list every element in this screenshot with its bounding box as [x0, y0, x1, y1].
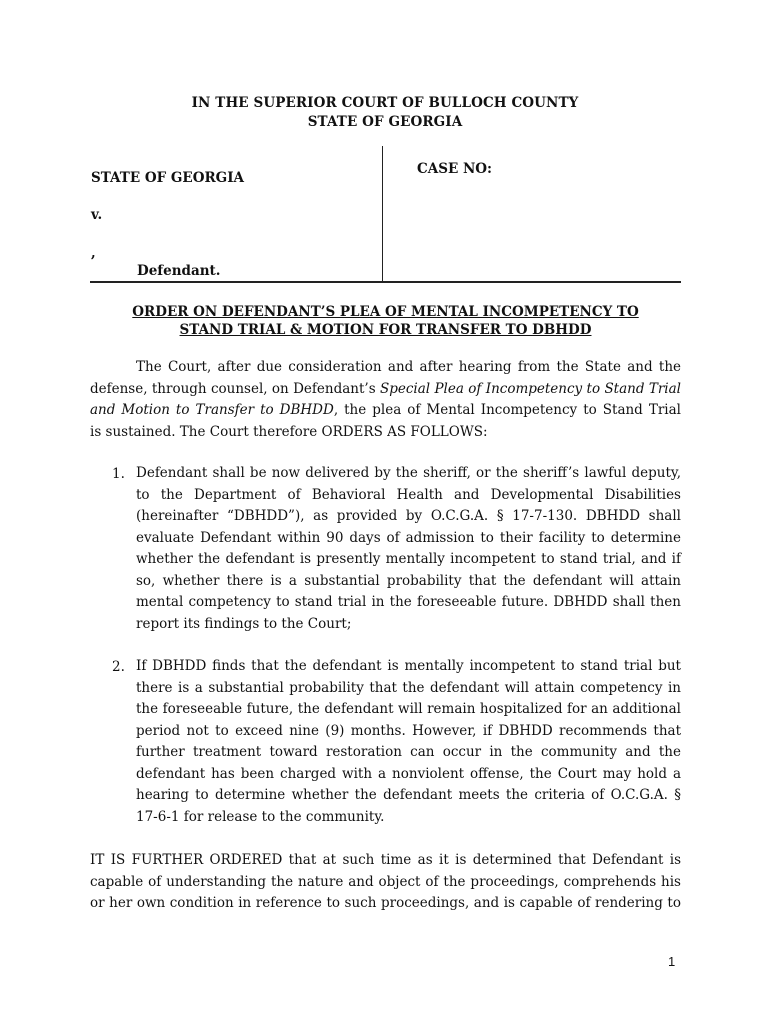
court-state: STATE OF GEORGIA — [307, 114, 463, 130]
defendant-label: Defendant. — [137, 263, 221, 279]
caption-horizontal-divider — [90, 281, 681, 283]
motion-title-italic: and Motion to Transfer to DBHDD — [90, 402, 334, 418]
item-1-line: whether the defendant is presently mentally incompetent to stand trial, and if — [136, 551, 681, 567]
item-2-line: the foreseeable future, the defendant will remain hospitalized for an additional — [136, 701, 681, 717]
item-1-line: (hereinafter “DBHDD”), as provided by O.C.G.A. § 17-7-130. DBHDD shall — [136, 508, 681, 524]
court-name: IN THE SUPERIOR COURT OF BULLOCH COUNTY — [191, 95, 579, 111]
item-1-line: Defendant shall be now delivered by the sheriff, or the sheriff’s lawful deputy, — [136, 465, 681, 481]
item-1-line: to the Department of Behavioral Health and Developmental Disabilities — [136, 486, 681, 503]
item-2-line: 17-6-1 for release to the community. — [136, 808, 385, 825]
intro-line-1: The Court, after due consideration and after hearing from the State and the — [136, 359, 681, 375]
item-1-line: so, whether there is a substantial probability that the defendant will attain — [136, 572, 681, 589]
caption-vertical-divider — [382, 146, 383, 281]
case-number-label: CASE NO: — [417, 161, 493, 177]
item-1-line: report its findings to the Court; — [136, 615, 352, 632]
intro-line-4: is sustained. The Court therefore ORDERS AS FOLLOWS: — [90, 423, 488, 440]
intro-line-3-text: , the plea of Mental Incompetency to Stand Trial — [333, 402, 681, 418]
item-2-line: If DBHDD finds that the defendant is mentally incompetent to stand trial but — [136, 658, 681, 674]
intro-line-2-text: defense, through counsel, on Defendant’s — [90, 380, 380, 397]
item-1-line: evaluate Defendant within 90 days of admission to their facility to determine — [136, 529, 681, 546]
intro-line-2 — [90, 379, 681, 401]
further-ordered-paragraph — [90, 850, 681, 915]
item-2-line: hearing to determine whether the defendant meets the criteria of O.C.G.A. § — [136, 787, 681, 803]
item-1-number: 1. — [112, 466, 125, 482]
plaintiff-name: STATE OF GEORGIA — [91, 170, 244, 186]
item-2-line: further treatment toward restoration can occur in the community and the — [136, 744, 681, 760]
order-title-line-2: STAND TRIAL & MOTION FOR TRANSFER TO DBHDD — [179, 322, 592, 338]
intro-line-3 — [90, 400, 681, 422]
item-2-line: there is a substantial probability that the defendant will attain competency in — [136, 679, 681, 696]
page-number: 1 — [668, 954, 676, 969]
item-1-line: mental competency to stand trial in the foreseeable future. DBHDD shall then — [136, 594, 681, 610]
intro-paragraph — [90, 357, 681, 443]
defendant-name: , — [91, 245, 96, 261]
further-line: capable of understanding the nature and object of the proceedings, comprehends his — [90, 873, 681, 890]
versus-label: v. — [91, 207, 103, 223]
item-2-line: defendant has been charged with a nonviolent offense, the Court may hold a — [136, 765, 681, 782]
further-line: or her own condition in reference to such proceedings, and is capable of rendering to — [90, 895, 681, 911]
order-title-line-1: ORDER ON DEFENDANT’S PLEA OF MENTAL INCOMPETENCY TO — [132, 304, 639, 320]
item-2-line: period not to exceed nine (9) months. However, if DBHDD recommends that — [136, 722, 681, 739]
plea-title-italic: Special Plea of Incompetency to Stand Trial — [379, 380, 681, 397]
item-1-paragraph — [136, 463, 681, 635]
further-line: IT IS FURTHER ORDERED that at such time as it is determined that Defendant is — [90, 852, 681, 868]
order-title — [90, 303, 681, 339]
item-2-number: 2. — [112, 659, 125, 675]
item-2-paragraph — [136, 656, 681, 828]
